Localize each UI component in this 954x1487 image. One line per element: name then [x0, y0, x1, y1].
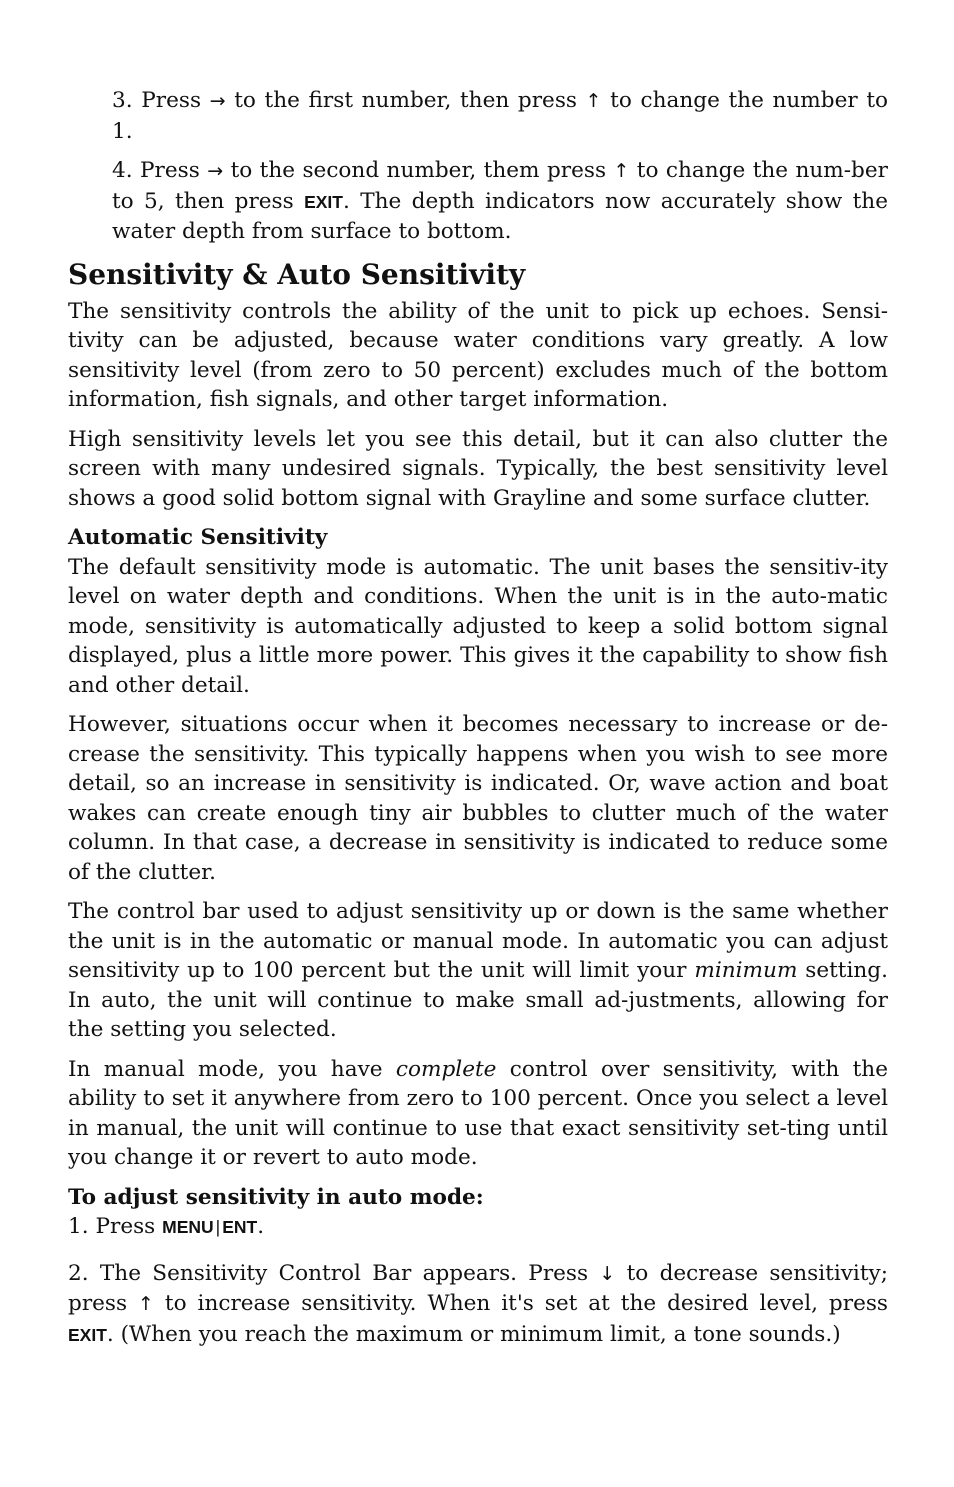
- exit-key-label: EXIT: [304, 191, 343, 212]
- procedure-step-2-a: 2. The Sensitivity Control Bar appears. Press: [68, 1260, 600, 1286]
- up-arrow-icon: ↑: [138, 1293, 154, 1315]
- emphasis-complete: complete: [395, 1056, 497, 1082]
- manual-page: [68, 86, 888, 1350]
- auto-paragraph-4: [68, 1055, 888, 1173]
- step-4-text-d: . The depth indicators now accurately show the water depth from surface to bottom.: [112, 188, 888, 244]
- auto-paragraph-3: [68, 897, 888, 1045]
- auto-paragraph-1: The default sensitivity mode is automatic. The unit bases the sensitiv-ity level on water depth and conditions. When the unit is in the auto-matic mode, sensitivity is automatically adjusted to keep a solid bottom signal displayed, plus a little more power. This gives it the capability to show fish and other detail.: [68, 554, 888, 698]
- right-arrow-icon: →: [207, 160, 224, 182]
- procedure-step-2-b: to decrease sensitivity; press: [68, 1260, 888, 1316]
- procedure-step-1: [68, 1212, 888, 1243]
- right-arrow-icon: →: [209, 90, 226, 112]
- step-4-text-b: to the second number, them press: [223, 158, 614, 183]
- procedure-step-1-a: 1. Press: [68, 1214, 163, 1239]
- ent-key-label: ENT: [222, 1217, 258, 1237]
- down-arrow-icon: ↓: [599, 1262, 616, 1285]
- section-paragraph-2: High sensitivity levels let you see this detail, but it can also clutter the screen with many undesired signals. Typically, the best sensitivity level shows a good solid bottom signal with Grayline and some surface clutter.: [68, 426, 888, 511]
- auto-paragraph-3-b: setting. In auto, the unit will continue to make small ad-justments, allowing for the setting you selected.: [68, 958, 888, 1042]
- up-arrow-icon: ↑: [613, 160, 630, 182]
- step-4: [68, 156, 888, 247]
- step-3-text-b: to the first number, then press: [225, 88, 586, 113]
- procedure-step-2-d: . (When you reach the maximum or minimum limit, a tone sounds.): [106, 1321, 841, 1347]
- step-3-text-a: 3. Press: [112, 88, 210, 113]
- section-paragraph-1: The sensitivity controls the ability of the unit to pick up echoes. Sensi-tivity can be adjusted, because water conditions vary greatly. A low sensitivity level (from zero to 50 percent) excludes much of the bottom information, fish signals, and other target information.: [68, 298, 888, 412]
- auto-paragraph-4-b: control over sensitivity, with the ability to set it anywhere from zero to 100 percent. Once you select a level in manual, the unit will continue to use that exact sensitivity set-ting until you change it or revert to auto mode.: [68, 1056, 888, 1170]
- auto-paragraph-4-a: In manual mode, you have: [68, 1056, 396, 1082]
- step-4-text-a: 4. Press: [112, 158, 208, 183]
- section-title: Sensitivity & Auto Sensitivity: [68, 257, 526, 291]
- up-arrow-icon: ↑: [585, 90, 602, 112]
- procedure-step-2: [68, 1259, 888, 1351]
- procedure-step-1-b: .: [257, 1214, 265, 1239]
- step-3: [68, 86, 888, 146]
- auto-paragraph-2: However, situations occur when it becomes necessary to increase or de-crease the sensitivity. This typically happens when you wish to see more detail, so an increase in sensitivity is indicated. Or, wave action and boat wakes can create enough tiny air bubbles to clutter much of the water column. In that case, a decrease in sensitivity is indicated to reduce some of the clutter.: [68, 712, 888, 885]
- emphasis-minimum: minimum: [694, 958, 798, 983]
- auto-paragraph-3-a: The control bar used to adjust sensitivity up or down is the same whether the unit is in the automatic or manual mode. In automatic you can adjust sensitivity up to 100 percent but the unit will limit your: [68, 899, 888, 983]
- menu-key-label: MENU: [162, 1217, 214, 1237]
- exit-key-label: EXIT: [68, 1324, 107, 1345]
- key-separator: |: [215, 1217, 221, 1237]
- step-4-text-c: to change the num-ber to 5, then press: [112, 158, 888, 214]
- step-3-text-c: to change the number to 1.: [112, 88, 889, 144]
- procedure-step-2-c: to increase sensitivity. When it's set at the desired level, press: [153, 1291, 889, 1316]
- subsection-heading: Automatic Sensitivity: [68, 525, 328, 550]
- procedure-heading: To adjust sensitivity in auto mode:: [68, 1184, 484, 1210]
